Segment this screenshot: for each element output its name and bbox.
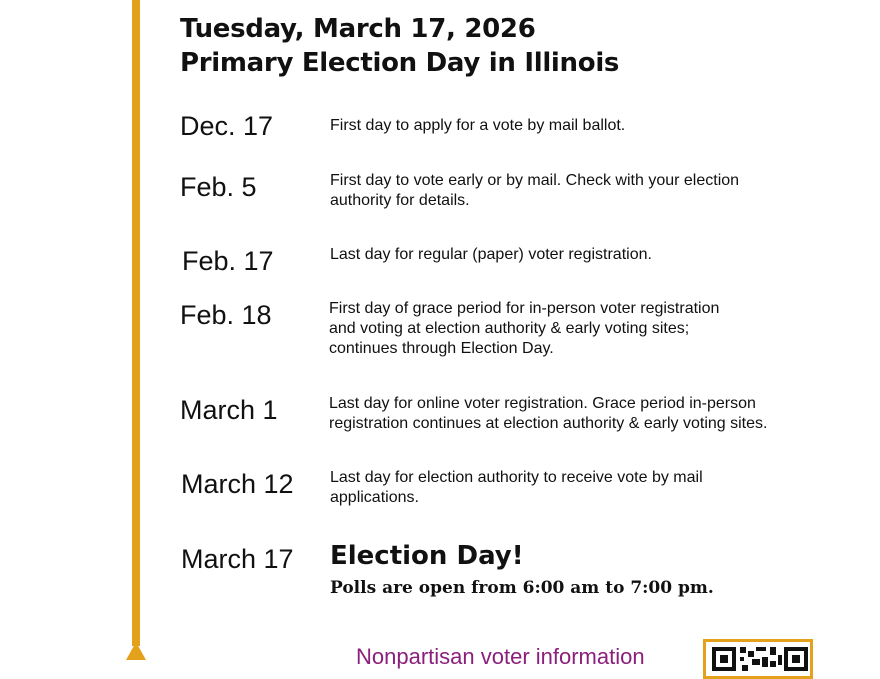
event-date: Feb. 17 bbox=[182, 246, 274, 276]
event-description-line: Last day for election authority to receive vote by mail bbox=[330, 469, 703, 486]
event-date: March 1 bbox=[180, 395, 278, 425]
event-description-line: First day of grace period for in-person voter registration bbox=[329, 300, 720, 317]
header bbox=[180, 12, 840, 80]
event-description bbox=[330, 171, 820, 211]
timeline-line bbox=[132, 0, 140, 646]
event-description bbox=[330, 116, 820, 136]
event-description-line: continues through Election Day. bbox=[329, 340, 554, 357]
event-description-line: First day to apply for a vote by mail ballot. bbox=[330, 117, 626, 134]
event-date: Feb. 18 bbox=[180, 300, 272, 330]
event-description bbox=[329, 394, 819, 434]
event-description-line: registration continues at election authority & early voting sites. bbox=[329, 415, 768, 432]
event-date: March 17 bbox=[181, 544, 294, 574]
qr-code-icon[interactable] bbox=[703, 639, 813, 679]
polls-hours: Polls are open from 6:00 am to 7:00 pm. bbox=[330, 578, 714, 598]
event-description-line: Last day for online voter registration. Grace period in-person bbox=[329, 395, 756, 412]
qr-code-pattern-icon bbox=[712, 647, 808, 675]
event-description-line: Last day for regular (paper) voter registration. bbox=[330, 246, 652, 263]
event-description bbox=[330, 468, 820, 508]
timeline-arrow-icon bbox=[126, 642, 146, 660]
election-day-title: Election Day! bbox=[330, 541, 524, 571]
event-description-line: First day to vote early or by mail. Check with your election bbox=[330, 172, 740, 189]
event-date: Feb. 5 bbox=[180, 172, 257, 202]
event-description bbox=[330, 245, 820, 265]
footer-text: Nonpartisan voter information bbox=[356, 644, 645, 669]
event-description-line: authority for details. bbox=[330, 192, 470, 209]
event-date: Dec. 17 bbox=[180, 111, 274, 141]
event-date: March 12 bbox=[181, 469, 294, 499]
event-description-line: and voting at election authority & early voting sites; bbox=[329, 320, 690, 337]
event-description bbox=[329, 299, 819, 359]
event-description-line: applications. bbox=[330, 489, 419, 506]
election-title-heading: Primary Election Day in Illinois bbox=[180, 48, 620, 78]
election-date-heading: Tuesday, March 17, 2026 bbox=[180, 14, 536, 44]
